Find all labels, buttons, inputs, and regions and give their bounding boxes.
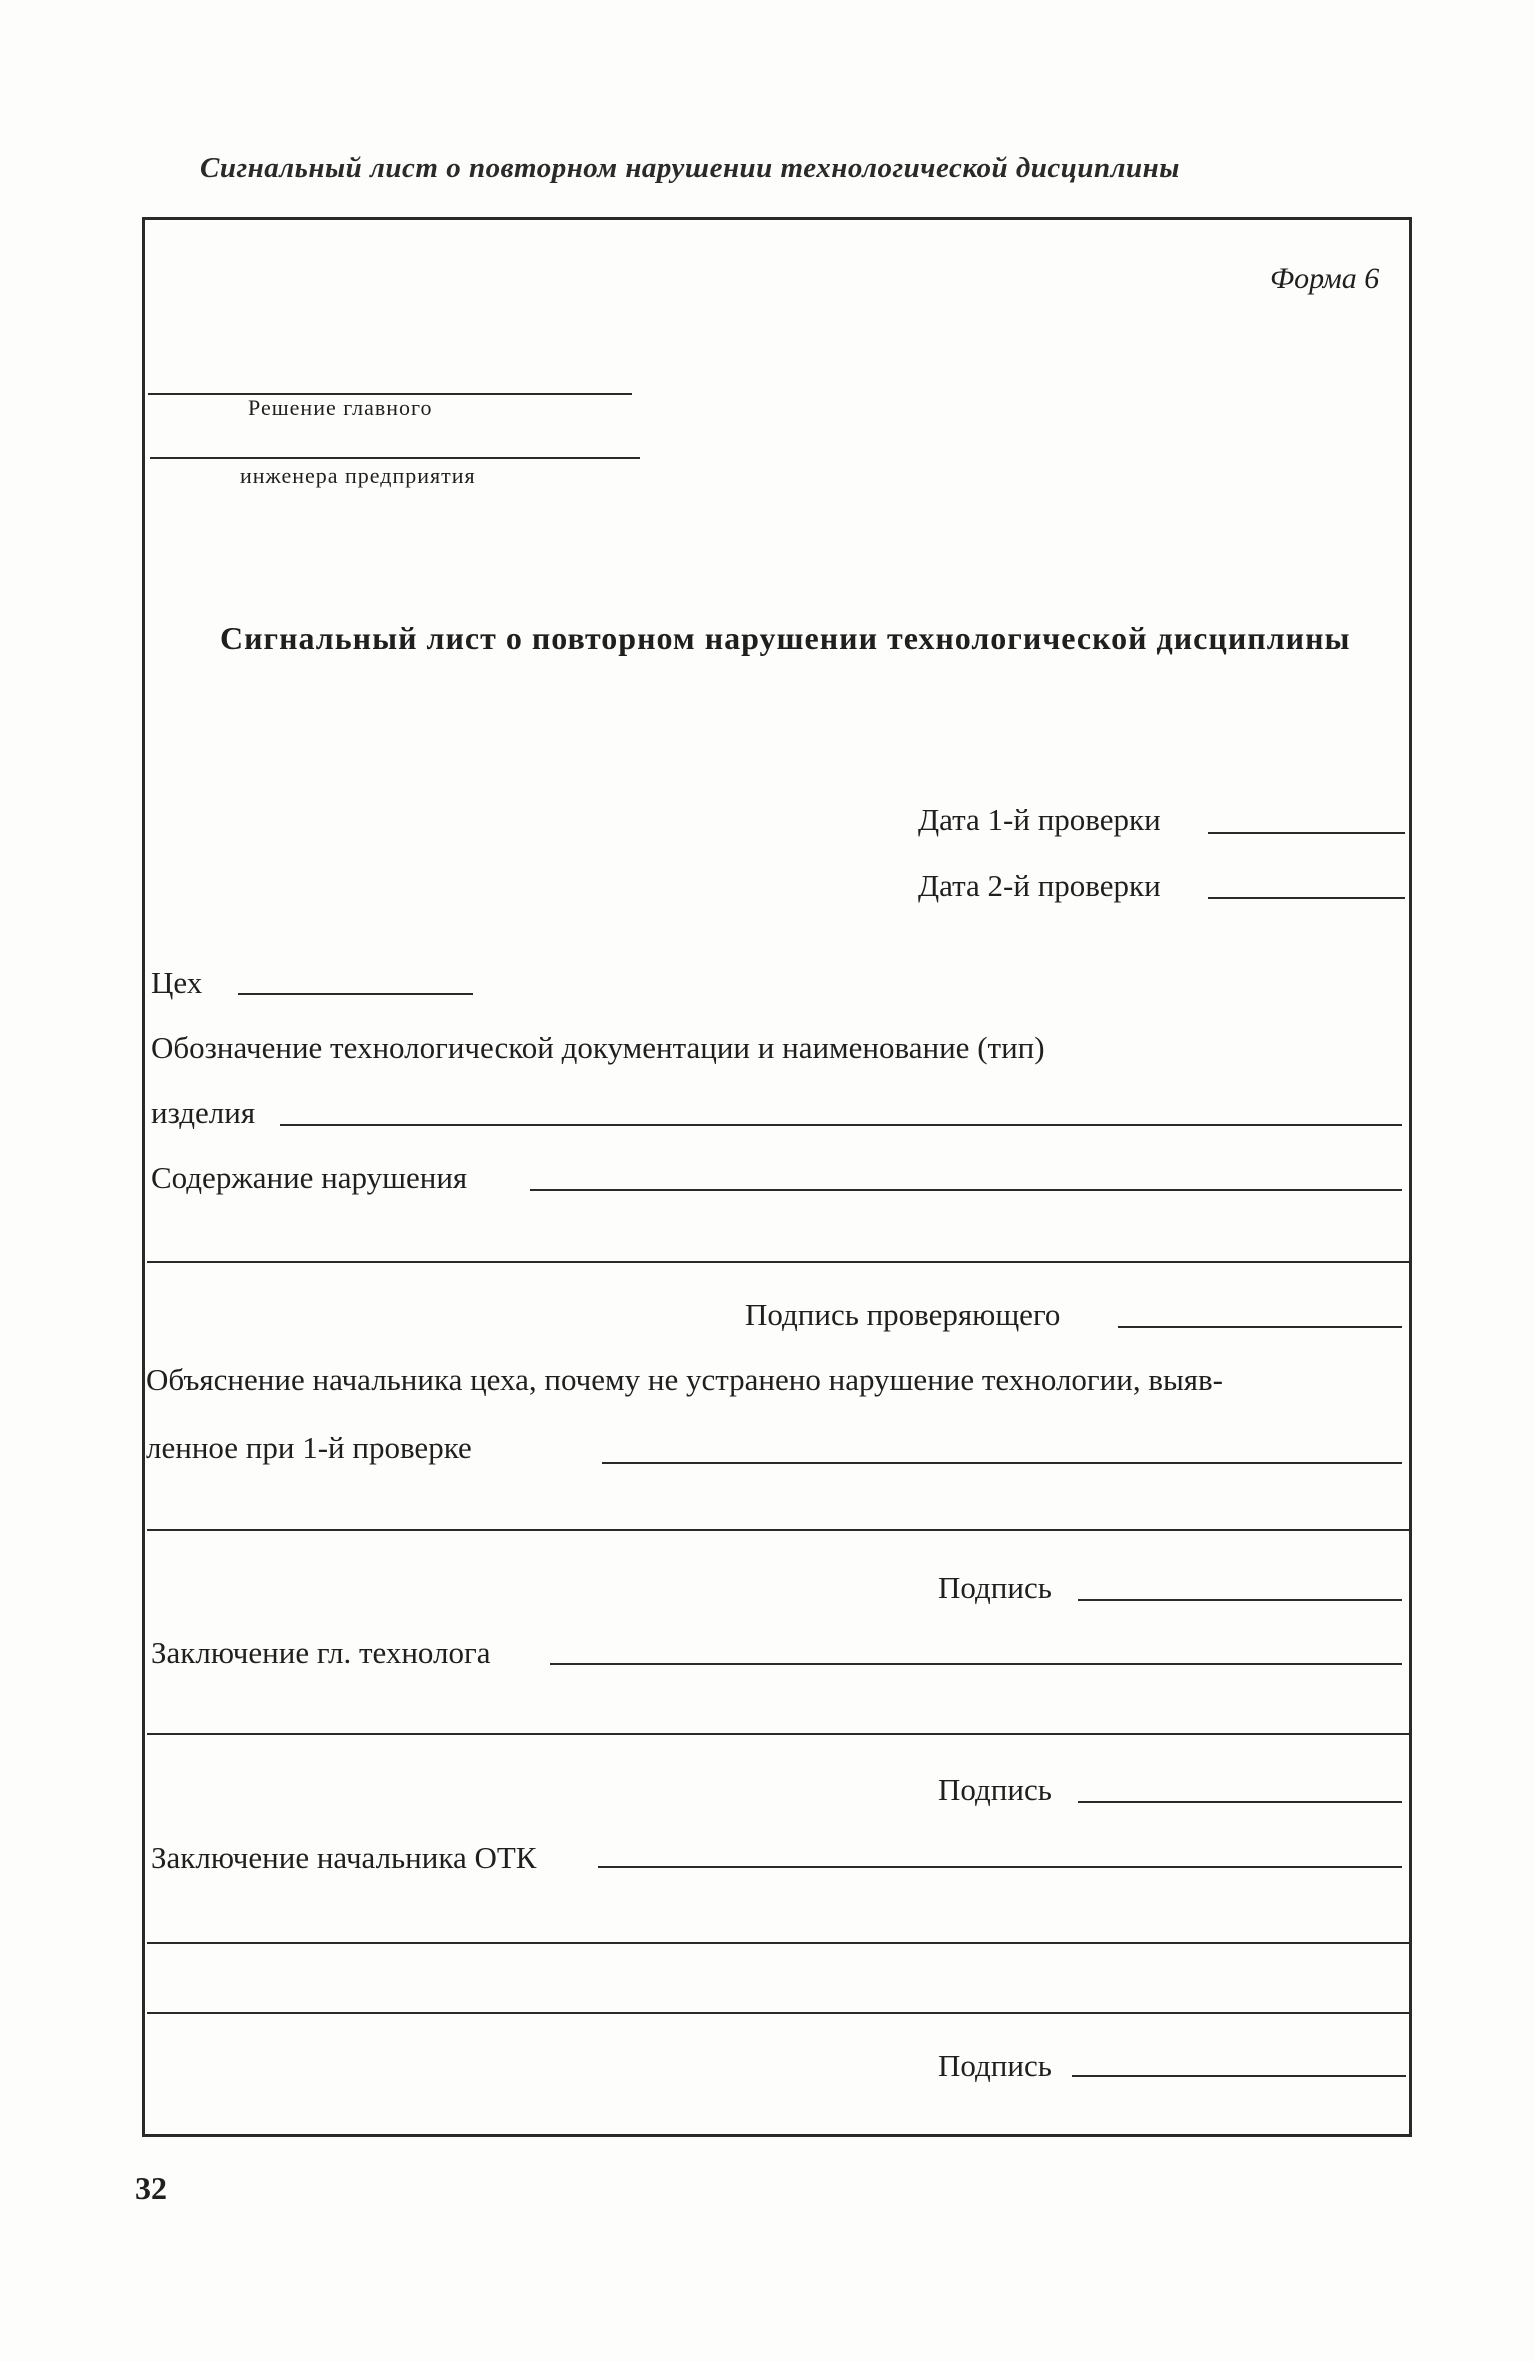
date-check-1-field[interactable] xyxy=(1208,832,1405,834)
violation-field-2[interactable] xyxy=(147,1261,1409,1263)
approval-label-1: Решение главного xyxy=(248,395,433,420)
approval-line-2 xyxy=(150,457,640,459)
signature-2-field[interactable] xyxy=(1078,1801,1402,1803)
explanation-field[interactable] xyxy=(602,1462,1402,1464)
signature-3-field[interactable] xyxy=(1072,2075,1406,2077)
designation-label: Обозначение технологической документации и наименование (тип) xyxy=(151,1030,1045,1065)
date-check-2-label: Дата 2-й проверки xyxy=(918,868,1161,903)
signature-3-label: Подпись xyxy=(938,2048,1052,2083)
workshop-field[interactable] xyxy=(238,993,473,995)
designation-field[interactable] xyxy=(280,1124,1402,1126)
inspector-signature-label: Подпись проверяющего xyxy=(745,1297,1061,1332)
chief-technologist-field[interactable] xyxy=(550,1663,1402,1665)
signature-1-field[interactable] xyxy=(1078,1599,1402,1601)
qc-chief-field[interactable] xyxy=(598,1866,1402,1868)
explanation-field-2[interactable] xyxy=(147,1529,1409,1531)
signature-2-label: Подпись xyxy=(938,1772,1052,1807)
qc-chief-label: Заключение начальника ОТК xyxy=(151,1840,537,1875)
signature-1-label: Подпись xyxy=(938,1570,1052,1605)
violation-field[interactable] xyxy=(530,1189,1402,1191)
form-title: Сигнальный лист о повторном нарушении технологической дисциплины xyxy=(220,620,1351,656)
explanation-label: Объяснение начальника цеха, почему не устранено нарушение технологии, выяв- xyxy=(146,1362,1224,1397)
inspector-signature-field[interactable] xyxy=(1118,1326,1402,1328)
designation-label-2: изделия xyxy=(151,1095,256,1130)
workshop-label: Цех xyxy=(151,965,203,1000)
chief-technologist-label: Заключение гл. технолога xyxy=(151,1635,491,1670)
date-check-1-label: Дата 1-й проверки xyxy=(918,802,1161,837)
page-number: 32 xyxy=(135,2170,167,2206)
chief-technologist-field-2[interactable] xyxy=(147,1733,1409,1735)
qc-chief-field-3[interactable] xyxy=(147,2012,1409,2014)
explanation-label-2: ленное при 1-й проверке xyxy=(146,1430,472,1465)
approval-label-2: инженера предприятия xyxy=(240,463,476,488)
form-number: Форма 6 xyxy=(1270,262,1380,295)
running-header: Сигнальный лист о повторном нарушении технологической дисциплины xyxy=(200,152,1180,184)
qc-chief-field-2[interactable] xyxy=(147,1942,1409,1944)
date-check-2-field[interactable] xyxy=(1208,897,1405,899)
violation-label: Содержание нарушения xyxy=(151,1160,468,1195)
